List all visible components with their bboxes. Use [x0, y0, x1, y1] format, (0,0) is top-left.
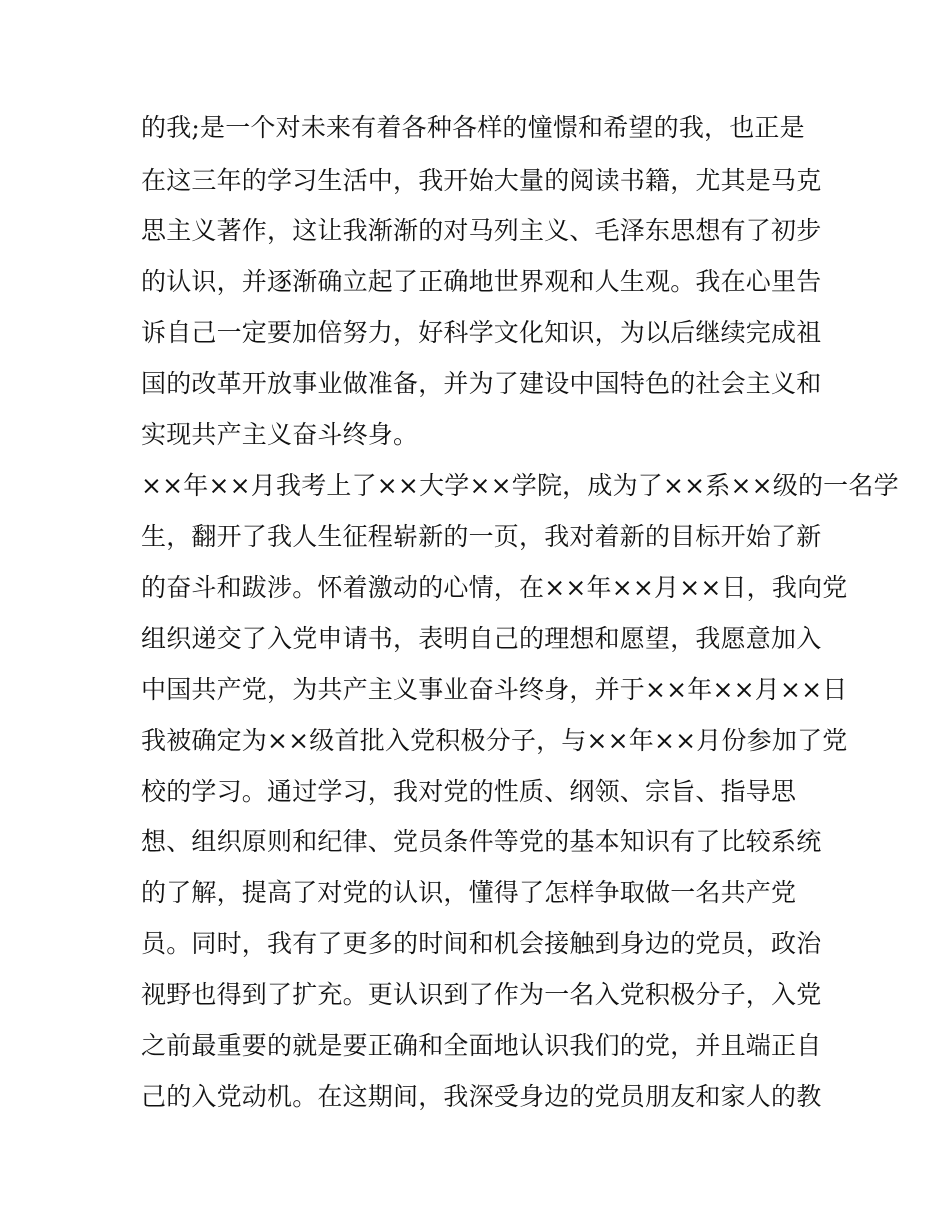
- text-line: 的认识，并逐渐确立起了正确地世界观和人生观。我在心里告: [141, 267, 822, 296]
- text-line: 在这三年的学习生活中，我开始大量的阅读书籍，尤其是马克: [141, 166, 822, 195]
- text-line: 的我;是一个对未来有着各种各样的憧憬和希望的我，也正是: [141, 113, 805, 142]
- text-line: 实现共产主义奋斗终身。: [141, 420, 419, 449]
- text-line: 视野也得到了扩充。更认识到了作为一名入党积极分子，入党: [141, 980, 822, 1009]
- text-line: ××年××月我考上了××大学××学院，成为了××系××级的一名学: [141, 471, 899, 500]
- text-line: 我被确定为××级首批入党积极分子，与××年××月份参加了党: [141, 726, 848, 755]
- text-line: 国的改革开放事业做准备，并为了建设中国特色的社会主义和: [141, 369, 822, 398]
- text-line: 思主义著作，这让我渐渐的对马列主义、毛泽东思想有了初步: [141, 216, 822, 245]
- text-line: 中国共产党，为共产主义事业奋斗终身，并于××年××月××日: [141, 675, 848, 704]
- text-line: 想、组织原则和纪律、党员条件等党的基本知识有了比较系统: [141, 827, 822, 856]
- text-line: 己的入党动机。在这期间，我深受身边的党员朋友和家人的教: [141, 1082, 822, 1111]
- text-line: 的奋斗和跋涉。怀着激动的心情，在××年××月××日，我向党: [141, 573, 848, 602]
- text-line: 校的学习。通过学习，我对党的性质、纲领、宗旨、指导思: [141, 777, 797, 806]
- text-line: 员。同时，我有了更多的时间和机会接触到身边的党员，政治: [141, 929, 822, 958]
- text-line: 诉自己一定要加倍努力，好科学文化知识，为以后继续完成祖: [141, 318, 822, 347]
- text-line: 的了解，提高了对党的认识，懂得了怎样争取做一名共产党: [141, 878, 797, 907]
- text-line: 组织递交了入党申请书，表明自己的理想和愿望，我愿意加入: [141, 624, 822, 653]
- text-line: 之前最重要的就是要正确和全面地认识我们的党，并且端正自: [141, 1031, 822, 1060]
- text-line: 生，翻开了我人生征程崭新的一页，我对着新的目标开始了新: [141, 522, 822, 551]
